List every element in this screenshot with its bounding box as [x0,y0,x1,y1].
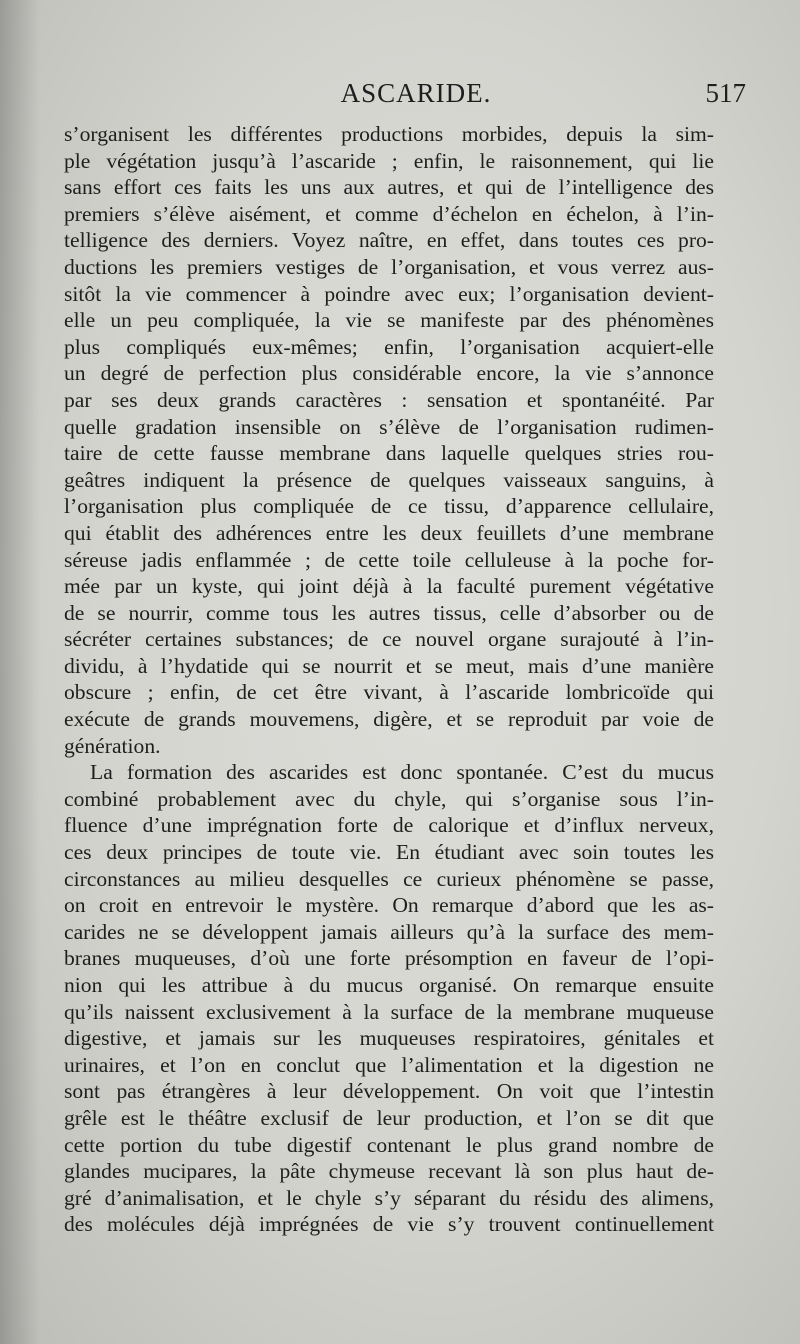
text-line: geâtres indiquent la présence de quelques vaisseaux sanguins, à [64,467,714,492]
text-line: dividu, à l’hydatide qui se nourrit et se meut, mais d’une manière [64,653,714,678]
page-header [66,78,746,122]
text-line: elle un peu compliquée, la vie se manifeste par des phénomènes [64,308,714,333]
text-line: carides ne se développent jamais ailleurs qu’à la surface des mem- [64,919,714,944]
text-line: sans effort ces faits les uns aux autres, et qui de l’intelligence des [64,175,714,200]
text-line: l’organisation plus compliquée de ce tissu, d’apparence cellulaire, [64,494,714,519]
text-line: ple végétation jusqu’à l’ascaride ; enfin, le raisonnement, qui lie [64,148,714,173]
running-title: ASCARIDE. [340,78,492,108]
text-line: par ses deux grands caractères : sensation et spontanéité. Par [64,387,714,412]
text-line: plus compliqués eux-mêmes; enfin, l’organisation acquiert-elle [64,334,714,359]
body-text [64,121,714,1238]
paragraph-start-line: La formation des ascarides est donc spontanée. C’est du mucus [90,760,714,785]
text-line: telligence des derniers. Voyez naître, en effet, dans toutes ces pro- [64,228,714,253]
text-line: glandes mucipares, la pâte chymeuse recevant là son plus haut de- [64,1159,714,1184]
text-line: cette portion du tube digestif contenant le plus grand nombre de [64,1132,714,1157]
text-line: sécréter certaines substances; de ce nouvel organe surajouté à l’in- [64,627,714,652]
text-line: taire de cette fausse membrane dans laquelle quelques stries rou- [64,441,714,466]
text-line: exécute de grands mouvemens, digère, et se reproduit par voie de [64,707,714,732]
text-line: un degré de perfection plus considérable encore, la vie s’annonce [64,361,714,386]
text-line: digestive, et jamais sur les muqueuses respiratoires, génitales et [64,1026,714,1051]
text-line: sitôt la vie commencer à poindre avec eux; l’organisation devient- [64,281,714,306]
text-line: grêle est le théâtre exclusif de leur production, et l’on se dit que [64,1105,714,1130]
text-line: combiné probablement avec du chyle, qui s’organise sous l’in- [64,786,714,811]
text-line: obscure ; enfin, de cet être vivant, à l’ascaride lombricoïde qui [64,680,714,705]
text-line: on croit en entrevoir le mystère. On remarque d’abord que les as- [64,893,714,918]
text-line: quelle gradation insensible on s’élève de l’organisation rudimen- [64,414,714,439]
text-line: nion qui les attribue à du mucus organisé. On remarque ensuite [64,973,714,997]
text-line: fluence d’une imprégnation forte de calorique et d’influx nerveux, [64,813,714,838]
text-line: circonstances au milieu desquelles ce curieux phénomène se passe, [64,866,714,891]
text-line: s’organisent les différentes productions morbides, depuis la sim- [64,122,714,146]
paragraph-end-line: génération. [64,733,161,758]
text-line: branes muqueuses, d’où une forte présomption en faveur de l’opi- [64,946,714,971]
text-line: ces deux principes de toute vie. En étudiant avec soin toutes les [64,840,714,865]
page-number: 517 [705,78,746,108]
text-line: premiers s’élève aisément, et comme d’échelon en échelon, à l’in- [64,201,714,226]
text-line: urinaires, et l’on en conclut que l’alimentation et la digestion ne [64,1052,714,1077]
text-line: qu’ils naissent exclusivement à la surface de la membrane muqueuse [64,999,714,1024]
text-line: qui établit des adhérences entre les deux feuillets d’une membrane [64,520,714,545]
text-line: ductions les premiers vestiges de l’organisation, et vous verrez aus- [64,254,714,279]
text-line: sont pas étrangères à leur développement. On voit que l’intestin [64,1079,714,1104]
text-line: séreuse jadis enflammée ; de cette toile celluleuse à la poche for- [64,547,714,572]
text-line: gré d’animalisation, et le chyle s’y séparant du résidu des alimens, [64,1185,714,1210]
text-line: de se nourrir, comme tous les autres tissus, celle d’absorber ou de [64,600,714,625]
text-line: mée par un kyste, qui joint déjà à la faculté purement végétative [64,574,714,599]
text-line: des molécules déjà imprégnées de vie s’y trouvent continuellement [64,1212,714,1237]
